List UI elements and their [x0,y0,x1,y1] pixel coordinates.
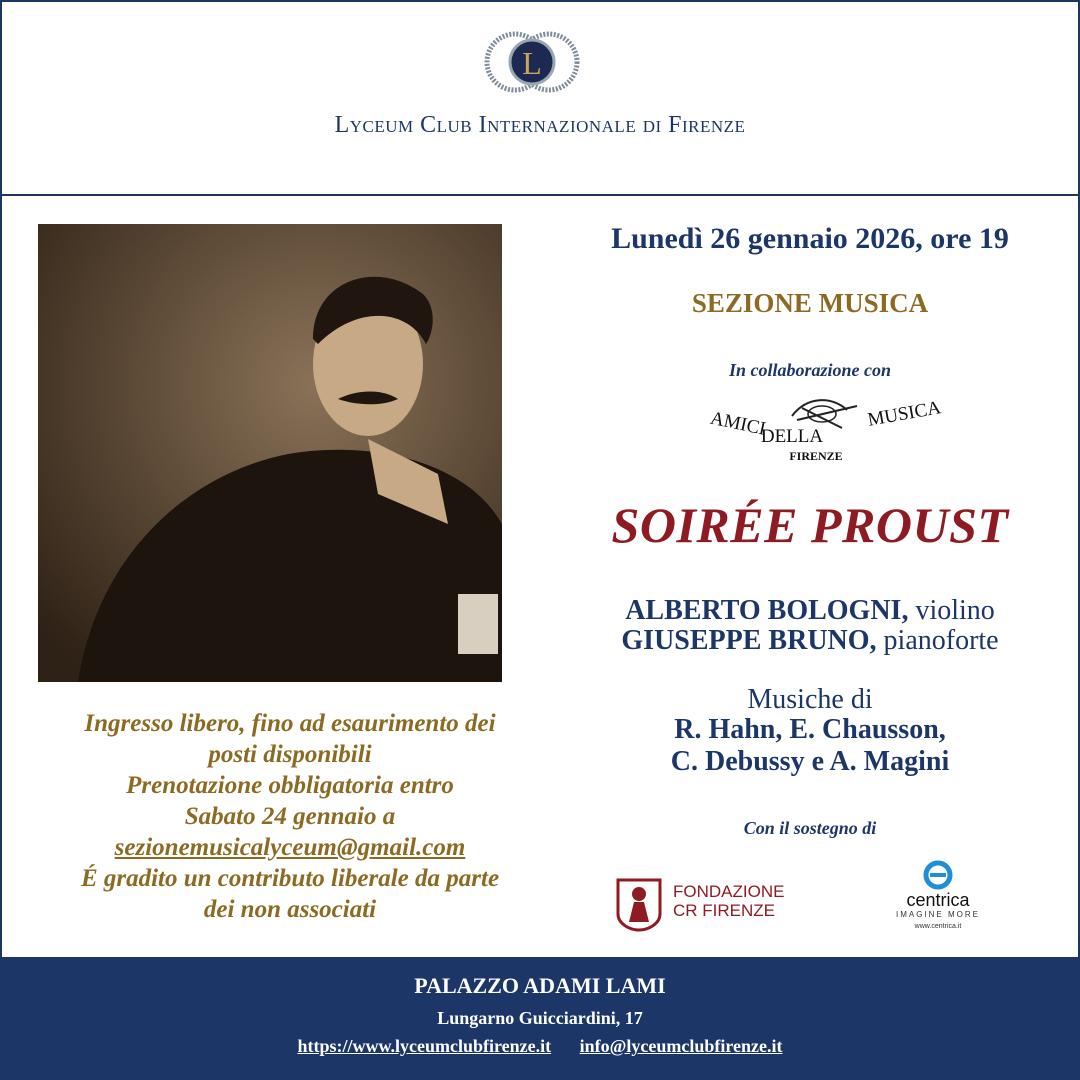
website-link[interactable]: https://www.lyceumclubfirenze.it [297,1036,552,1056]
performer-2 [560,626,1060,656]
composers-line: C. Debussy e A. Magini [670,746,950,777]
performer-role: violino [915,595,995,626]
fondazione-emblem-icon [612,874,666,932]
event-section: SEZIONE MUSICA [691,288,929,318]
della-word: DELLA [760,426,824,447]
proust-portrait [38,224,502,682]
collaboration-label: In collaborazione con [728,360,892,380]
booking-email-link[interactable]: sezionemusicalyceum@gmail.com [114,834,466,861]
centrica-tagline: IMAGINE MORE [895,910,980,919]
composers-line: R. Hahn, E. Chausson, [674,714,946,745]
performers [560,596,1060,656]
amici-word: AMICI [708,407,768,440]
firenze-word: FIRENZE [789,449,843,463]
info-line: É gradito un contributo liberale da parte [80,865,500,892]
event-date: Lunedì 26 gennaio 2026, ore 19 [611,222,1009,255]
centrica-swirl-icon [920,860,956,890]
club-name: Lyceum Club Internazionale di Firenze [334,112,746,138]
admission-info [30,708,550,925]
music-label: Musiche di [747,684,873,715]
logo-letter: L [522,45,542,81]
venue-address: Lungarno Guicciardini, 17 [437,1008,643,1028]
centrica-logo [878,860,998,940]
info-line: Prenotazione obbligatoria entro [126,772,454,799]
performer-role: pianoforte [883,625,999,656]
info-line: Ingresso libero, fino ad esaurimento dei [84,710,496,737]
info-line: dei non associati [203,896,377,923]
support-label: Con il sostegno di [743,818,877,838]
fondazione-cr-firenze-logo [612,874,812,932]
footer [0,957,1080,1080]
contact-email-link[interactable]: info@lyceumclubfirenze.it [579,1036,783,1056]
info-line: Sabato 24 gennaio a [184,803,396,830]
header [0,0,1080,196]
performer-name: ALBERTO BOLOGNI, [625,595,909,626]
amici-della-musica-logo [672,388,957,468]
lyceum-logo [483,30,581,94]
footer-links [0,1036,1080,1057]
info-line: posti disponibili [208,741,372,768]
fondazione-line: FONDAZIONE [673,882,785,901]
performer-name: GIUSEPPE BRUNO, [621,625,877,656]
event-title: SOIRÉE PROUST [611,497,1009,553]
fondazione-line: CR FIRENZE [673,901,775,920]
centrica-name: centrica [906,890,970,910]
venue-name: PALAZZO ADAMI LAMI [414,973,666,998]
musica-word: MUSICA [866,397,943,431]
composers [560,714,1060,778]
performer-1 [560,596,1060,626]
centrica-url[interactable]: www.centrica.it [914,923,962,930]
